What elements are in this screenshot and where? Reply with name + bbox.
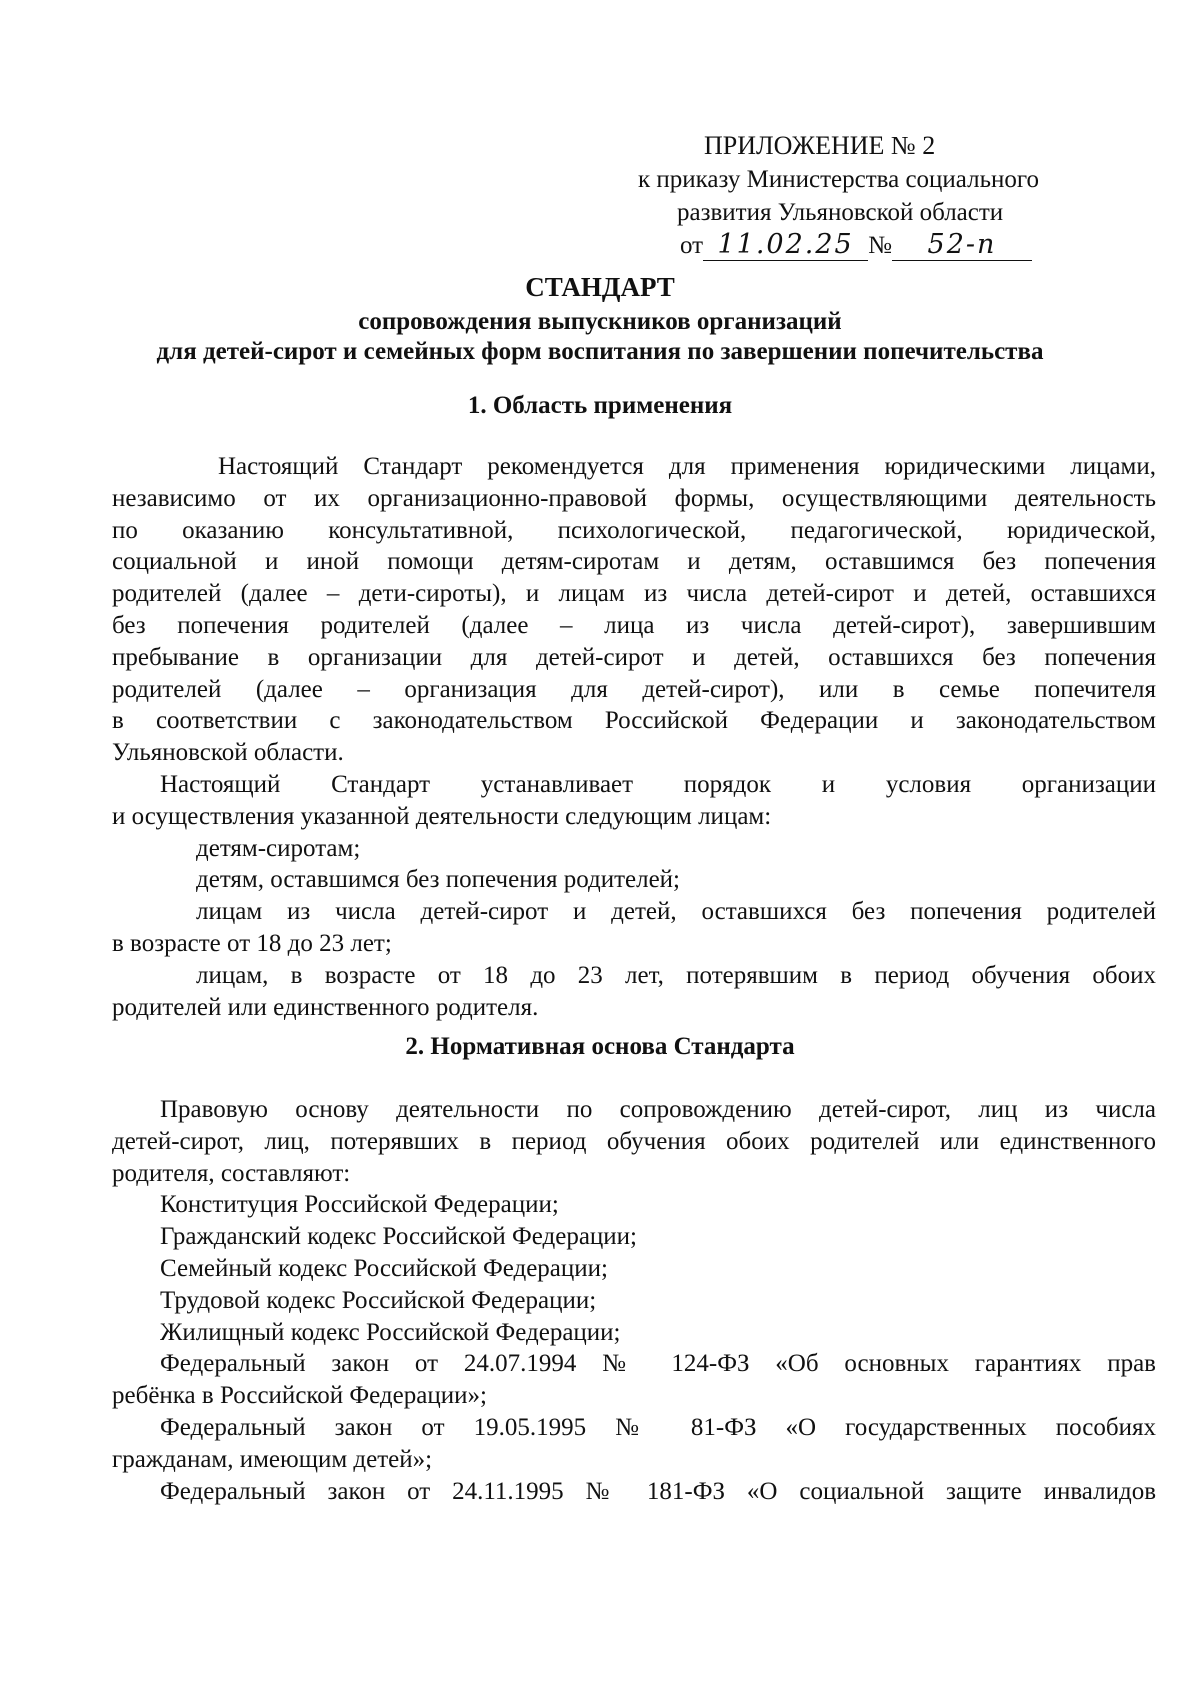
text-line: пребывание в организации для детей-сирот и детей, оставшихся без попечения: [112, 643, 1156, 671]
document-subtitle-2: для детей-сирот и семейных форм воспитания по завершении попечительства: [156, 338, 1044, 365]
text-line: социальной и иной помощи детям-сиротам и детям, оставшимся без попечения: [112, 548, 1156, 576]
date-prefix: от: [680, 232, 704, 259]
text-line: и осуществления указанной деятельности следующим лицам:: [112, 802, 772, 830]
section-2-heading: 2. Нормативная основа Стандарта: [405, 1033, 795, 1060]
text-line: лицам, в возрасте от 18 до 23 лет, потерявшим в период обучения обоих: [196, 961, 1156, 989]
text-line: детей-сирот, лиц, потерявших в период обучения обоих родителей или единственного: [112, 1127, 1156, 1155]
handwritten-date: 11.02.25: [717, 229, 854, 260]
document-title: СТАНДАРТ: [525, 272, 675, 302]
handwritten-number: 52-п: [927, 229, 997, 260]
ministry-name: развития Ульяновской области: [677, 199, 1004, 226]
text-line: Федеральный закон от 24.11.1995 № 181-ФЗ «О социальной защите инвалидов: [160, 1477, 1156, 1505]
text-line: ребёнка в Российской Федерации»;: [112, 1382, 487, 1410]
number-label: №: [868, 232, 892, 259]
section-2-body: [112, 1094, 1156, 1507]
text-line: в возрасте от 18 до 23 лет;: [112, 929, 392, 957]
document-subtitle-1: сопровождения выпускников организаций: [358, 308, 842, 335]
list-item: Конституция Российской Федерации;: [160, 1191, 559, 1219]
order-reference: к приказу Министерства социального: [638, 166, 1040, 193]
text-line: Ульяновской области.: [112, 739, 344, 767]
list-item: Гражданский кодекс Российской Федерации;: [160, 1223, 638, 1251]
text-line: в соответствии с законодательством Российской Федерации и законодательством: [112, 707, 1156, 735]
text-line: родителей (далее – организация для детей-сирот), или в семье попечителя: [112, 675, 1156, 703]
section-1-heading: 1. Область применения: [467, 392, 733, 419]
list-item: Семейный кодекс Российской Федерации;: [160, 1254, 608, 1282]
text-line: Настоящий Стандарт устанавливает порядок и условия организации: [160, 770, 1156, 798]
list-item: Трудовой кодекс Российской Федерации;: [160, 1286, 597, 1314]
text-line: родителей (далее – дети-сироты), и лицам из числа детей-сирот и детей, оставшихся: [112, 580, 1156, 608]
text-line: Федеральный закон от 19.05.1995 № 81-ФЗ «О государственных пособиях: [160, 1413, 1156, 1441]
list-item: Жилищный кодекс Российской Федерации;: [160, 1318, 621, 1346]
text-line: родителей или единственного родителя.: [112, 993, 539, 1021]
appendix-title: ПРИЛОЖЕНИЕ № 2: [704, 131, 936, 160]
order-date-number: [680, 230, 1032, 262]
text-line: по оказанию консультативной, психологической, педагогической, юридической,: [112, 516, 1156, 544]
text-line: независимо от их организационно-правовой формы, осуществляющими деятельность: [112, 484, 1156, 512]
text-line: родителя, составляют:: [112, 1159, 351, 1187]
text-line: Правовую основу деятельности по сопровождению детей-сирот, лиц из числа: [160, 1096, 1156, 1123]
text-line: без попечения родителей (далее – лица из числа детей-сирот), завершившим: [112, 611, 1156, 639]
list-item: детям, оставшимся без попечения родителей;: [196, 866, 680, 894]
text-line: лицам из числа детей-сирот и детей, оставшихся без попечения родителей: [196, 898, 1156, 926]
text-line: Настоящий Стандарт рекомендуется для применения юридическими лицами,: [218, 453, 1156, 480]
list-item: детям-сиротам;: [196, 834, 361, 862]
section-1-body: [112, 451, 1156, 1023]
text-line: Федеральный закон от 24.07.1994 № 124-ФЗ «Об основных гарантиях прав: [160, 1350, 1156, 1378]
text-line: гражданам, имеющим детей»;: [112, 1445, 433, 1473]
